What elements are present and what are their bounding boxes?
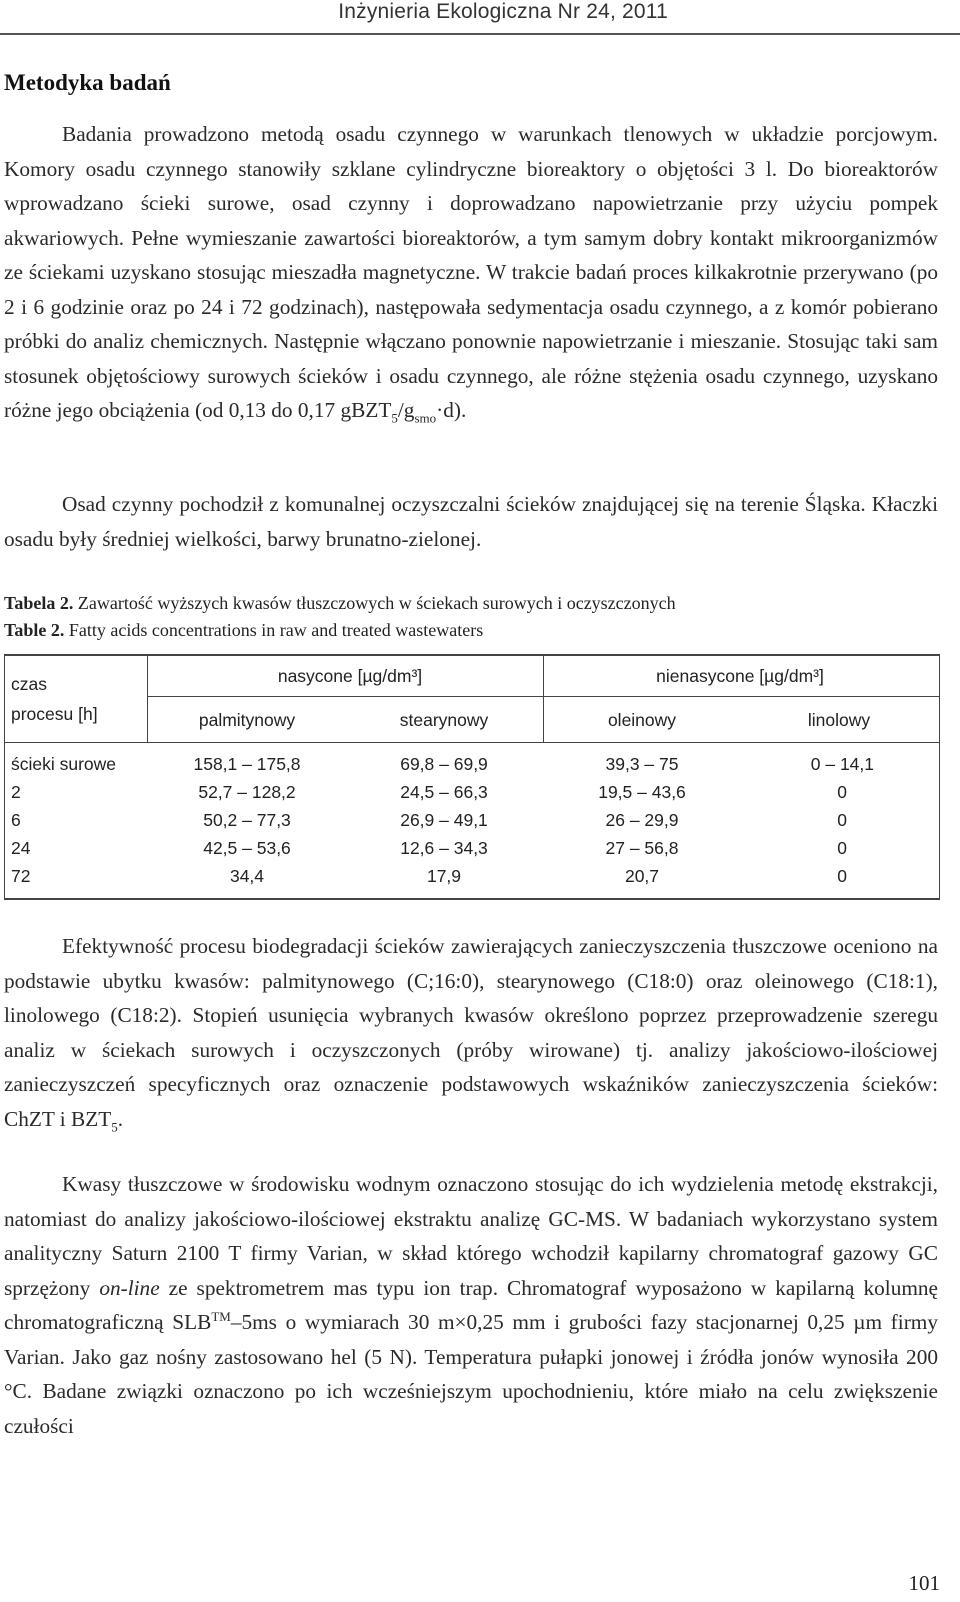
row-time: 6: [11, 810, 21, 830]
paragraph-2: Osad czynny pochodził z komunalnej oczyszczalni ścieków znajdującej się na terenie Śląska. Kłaczki osadu były średniej wielkości, barwy brunatno-zielonej.: [4, 492, 938, 551]
subheader-oleic: oleinowy: [607, 710, 677, 730]
row-palmitic: 52,7 – 128,2: [198, 782, 296, 802]
row-oleic: 26 – 29,9: [605, 810, 679, 830]
subheader-palmitic: palmitynowy: [198, 710, 296, 730]
row-stearic: 17,9: [426, 866, 462, 886]
table-left-rule: [4, 654, 5, 900]
row-time: 72: [11, 866, 31, 886]
col0-header-line2: procesu [h]: [11, 704, 98, 724]
table-header-divider-groups: [543, 654, 544, 742]
subheader-stearic: stearynowy: [399, 710, 489, 730]
table-caption-pl: Tabela 2. Zawartość wyższych kwasów tłuszczowych w ściekach surowych i oczyszczonych: [4, 593, 676, 613]
table-header-rule: [4, 742, 940, 743]
fatty-acids-table: [4, 654, 940, 900]
group-header-saturated: nasycone [µg/dm³]: [277, 666, 423, 686]
group-header-unsaturated: nienasycone [µg/dm³]: [656, 666, 824, 686]
row-stearic: 26,9 – 49,1: [400, 810, 488, 830]
page-number: 101: [908, 1571, 940, 1595]
row-time: ścieki surowe: [11, 754, 117, 774]
row-linoleic: 0 – 14,1: [810, 754, 874, 774]
subheader-linoleic: linolowy: [807, 710, 871, 730]
row-palmitic: 42,5 – 53,6: [203, 838, 291, 858]
row-oleic: 19,5 – 43,6: [598, 782, 686, 802]
row-oleic: 39,3 – 75: [605, 754, 679, 774]
paragraph-4: Kwasy tłuszczowe w środowisku wodnym oznaczono stosując do ich wydzielenia metodę ekstrakcji, natomiast do analizy jakościowo-ilościowej ekstraktu analizę GC-MS. W badaniach wykorzystano system analityczny Saturn 2100 T firmy Varian, w skład którego wchodził kapilarny chromatograf gazowy GC sprzężony on-line ze spektrometrem mas typu ion trap. Chromatograf wyposażono w kapilarną kolumnę chromatograficzną SLB™–5ms o wymiarach 30 m×0,25 mm i grubości fazy stacjonarnej 0,25 µm firmy Varian. Jako gaz nośny zastosowano hel (5 N). Temperatura pułapki jonowej i źródła jonów wynosiła 200 °C. Badane związki oznaczono po ich wcześniejszym upochodnieniu, które miało na celu zwiększenie czułości: [4, 1172, 939, 1438]
table-header-divider-col0: [147, 654, 148, 742]
paragraph-3: Efektywność procesu biodegradacji ścieków zawierających zanieczyszczenia tłuszczowe oceniono na podstawie ubytku kwasów: palmitynowego (C;16:0), stearynowego (C18:0) oraz oleinowego (C18:1), linolowego (C18:2). Stopień usunięcia wybranych kwasów określono poprzez przeprowadzenie szeregu analiz w ściekach surowych i oczyszczonych (próby wirowane) tj. analizy jakościowo-ilościowej zanieczyszczeń specyficznych oraz oznaczenie podstawowych wskaźników zanieczyszczenia ścieków: ChZT i $BZT_5$.: [4, 934, 938, 1134]
row-stearic: 12,6 – 34,3: [400, 838, 488, 858]
row-linoleic: 0: [837, 782, 847, 802]
section-title: Metodyka badań: [4, 70, 171, 95]
col0-header-line1: czas: [11, 674, 47, 694]
row-linoleic: 0: [837, 810, 847, 830]
row-palmitic: 50,2 – 77,3: [203, 810, 291, 830]
row-time: 2: [11, 782, 21, 802]
paragraph-1: Badania prowadzono metodą osadu czynnego w warunkach tlenowych w układzie porcjowym. Komory osadu czynnego stanowiły szklane cylindryczne bioreaktory o objętości 3 l. Do bioreaktorów wprowadzano ścieki surowe, osad czynny i doprowadzano napowietrzanie przy użyciu pompek akwariowych. Pełne wymieszanie zawartości bioreaktorów, a tym samym dobry kontakt mikroorganizmów ze ściekami uzyskano stosując mieszadła magnetyczne. W trakcie badań proces kilkakrotnie przerywano (po 2 i 6 godzinie oraz po 24 i 72 godzinach), następowała sedymentacja osadu czynnego, a z komór pobierano próbki do analiz chemicznych. Następnie włączano ponownie napowietrzanie i mieszanie. Stosując taki sam stosunek objętościowy surowych ścieków i osadu czynnego, ale różne stężenia osadu czynnego, uzyskano różne jego obciążenia (od 0,13 do 0,17 $gBZT_5/g_{smo}\cdot d$).: [4, 122, 938, 426]
header-rule: [0, 33, 960, 35]
table-group-rule: [147, 696, 940, 697]
row-linoleic: 0: [837, 866, 847, 886]
row-time: 24: [11, 838, 31, 858]
row-oleic: 27 – 56,8: [605, 838, 679, 858]
table-caption-en: Table 2. Fatty acids concentrations in raw and treated wastewaters: [4, 620, 484, 640]
table-right-rule: [939, 654, 940, 900]
row-stearic: 69,8 – 69,9: [400, 754, 488, 774]
row-oleic: 20,7: [624, 866, 660, 886]
row-stearic: 24,5 – 66,3: [400, 782, 488, 802]
table-bottom-rule: [4, 898, 940, 900]
row-palmitic: 34,4: [229, 866, 265, 886]
row-palmitic: 158,1 – 175,8: [193, 754, 301, 774]
running-head: Inżynieria Ekologiczna Nr 24, 2011: [338, 0, 668, 23]
table-top-rule: [4, 654, 940, 656]
row-linoleic: 0: [837, 838, 847, 858]
